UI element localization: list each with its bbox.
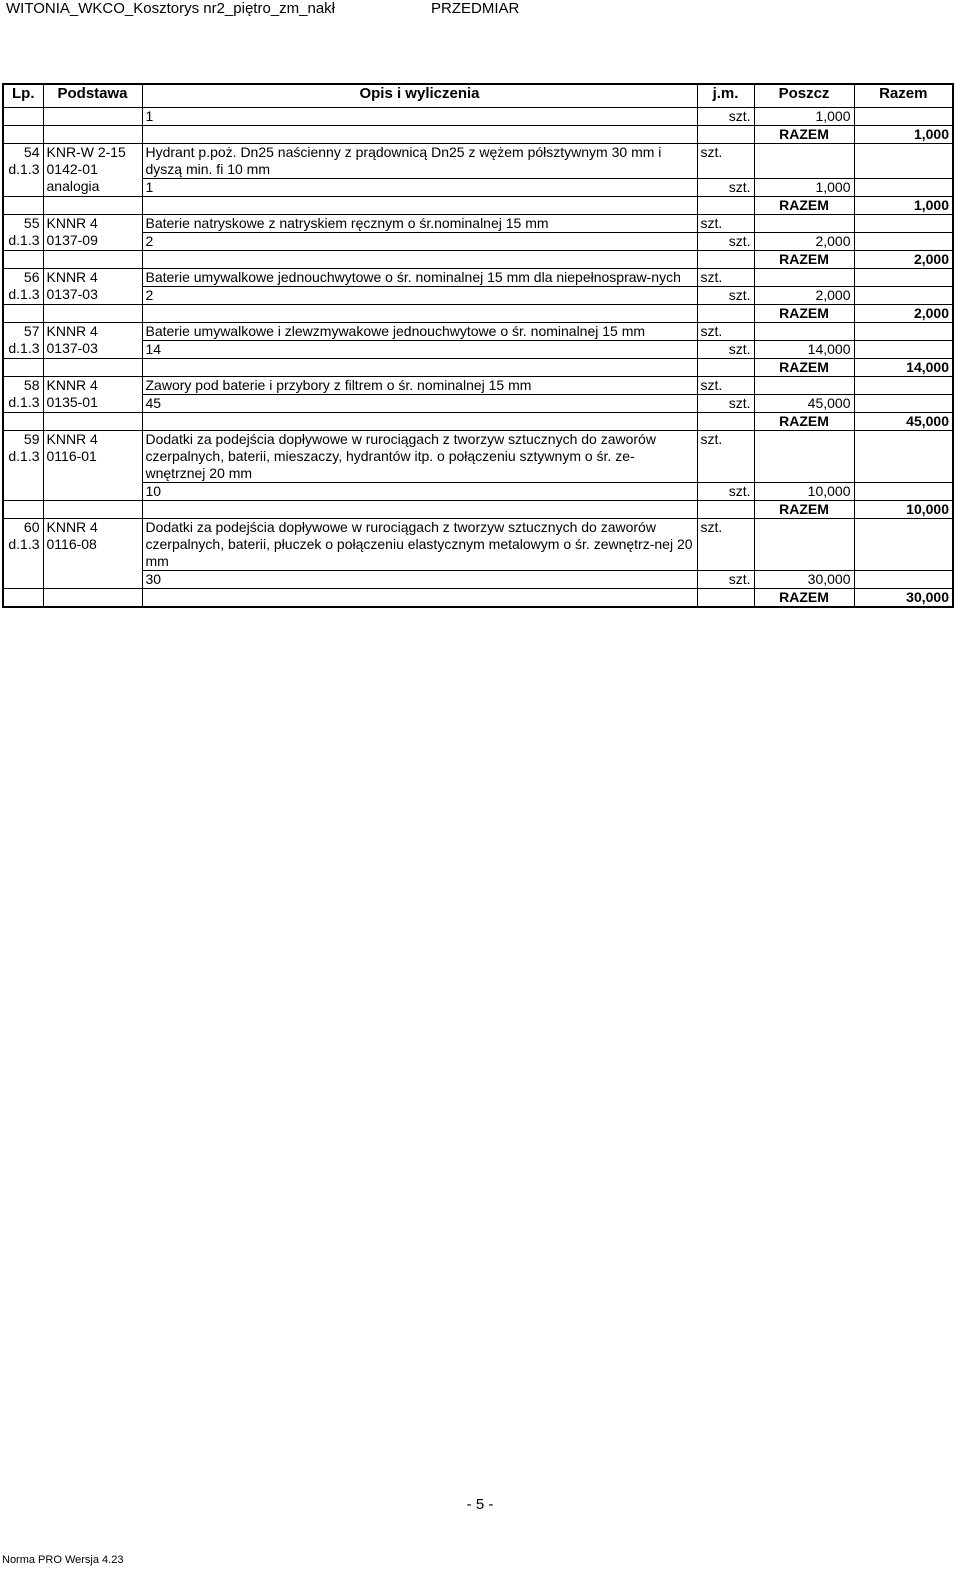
table-row xyxy=(3,431,953,483)
calc-cell: 1 xyxy=(142,108,697,126)
table-row xyxy=(3,377,953,395)
razem-row xyxy=(3,359,953,377)
unit-cell: szt. xyxy=(697,519,754,571)
lp-cell xyxy=(3,519,43,589)
lp-section: d.1.3 xyxy=(8,448,40,464)
basis-line: KNR-W 2-15 xyxy=(46,144,126,160)
estimate-table xyxy=(2,83,954,608)
col-partial: Poszcz xyxy=(754,84,854,108)
basis-line: KNNR 4 xyxy=(46,431,98,447)
razem-value: 1,000 xyxy=(854,126,953,144)
software-note: Norma PRO Wersja 4.23 xyxy=(2,1554,124,1566)
razem-label: RAZEM xyxy=(754,197,854,215)
lp-cell xyxy=(3,215,43,251)
unit-cell: szt. xyxy=(697,323,754,341)
col-unit: j.m. xyxy=(697,84,754,108)
basis-line: KNNR 4 xyxy=(46,215,98,231)
basis-line: 0116-08 xyxy=(46,536,97,552)
calc-row xyxy=(3,287,953,305)
table-row xyxy=(3,269,953,287)
calc-cell: 14 xyxy=(142,341,697,359)
lp-section: d.1.3 xyxy=(8,286,40,302)
razem-row xyxy=(3,501,953,519)
basis-line: 0137-03 xyxy=(46,286,98,302)
calc-cell: 2 xyxy=(142,287,697,305)
calc-row xyxy=(3,395,953,413)
unit-cell: szt. xyxy=(697,341,754,359)
razem-row xyxy=(3,251,953,269)
razem-row xyxy=(3,413,953,431)
unit-cell: szt. xyxy=(697,108,754,126)
razem-row xyxy=(3,305,953,323)
lp-section: d.1.3 xyxy=(8,536,40,552)
unit-cell: szt. xyxy=(697,269,754,287)
basis-line: 0116-01 xyxy=(46,448,97,464)
basis-cell xyxy=(43,323,142,359)
unit-cell: szt. xyxy=(697,431,754,483)
calc-cell: 30 xyxy=(142,571,697,589)
razem-value: 10,000 xyxy=(854,501,953,519)
table-header-row xyxy=(3,84,953,108)
col-description: Opis i wyliczenia xyxy=(142,84,697,108)
razem-value: 14,000 xyxy=(854,359,953,377)
razem-value: 1,000 xyxy=(854,197,953,215)
razem-label: RAZEM xyxy=(754,251,854,269)
calc-cell: 45 xyxy=(142,395,697,413)
lp-number: 59 xyxy=(23,431,40,447)
lp-number: 54 xyxy=(23,144,40,160)
basis-cell xyxy=(43,519,142,589)
description-cell: Baterie natryskowe z natryskiem ręcznym o śr.nominalnej 15 mm xyxy=(142,215,697,233)
razem-row xyxy=(3,126,953,144)
razem-label: RAZEM xyxy=(754,126,854,144)
basis-line: 0137-03 xyxy=(46,340,98,356)
razem-value: 45,000 xyxy=(854,413,953,431)
unit-cell: szt. xyxy=(697,395,754,413)
basis-line: KNNR 4 xyxy=(46,323,98,339)
lp-number: 56 xyxy=(23,269,40,285)
description-cell: Baterie umywalkowe jednouchwytowe o śr. nominalnej 15 mm dla niepełnospraw-nych xyxy=(142,269,697,287)
document-subtitle: PRZEDMIAR xyxy=(431,0,520,17)
unit-cell: szt. xyxy=(697,233,754,251)
table-row xyxy=(3,108,953,126)
calc-cell: 1 xyxy=(142,179,697,197)
document-title: WITONIA_WKCO_Kosztorys nr2_piętro_zm_nakł xyxy=(6,0,335,17)
partial-cell: 10,000 xyxy=(754,483,854,501)
lp-cell xyxy=(3,431,43,501)
calc-row xyxy=(3,233,953,251)
col-basis: Podstawa xyxy=(43,84,142,108)
lp-section: d.1.3 xyxy=(8,394,40,410)
table-row xyxy=(3,215,953,233)
unit-cell: szt. xyxy=(697,571,754,589)
unit-cell: szt. xyxy=(697,215,754,233)
razem-row xyxy=(3,197,953,215)
basis-line: 0142-01 xyxy=(46,161,98,177)
description-cell: Hydrant p.poż. Dn25 naścienny z prądownicą Dn25 z wężem półsztywnym 30 mm i dyszą min. fi 10 mm xyxy=(142,144,697,179)
unit-cell: szt. xyxy=(697,483,754,501)
calc-row xyxy=(3,483,953,501)
lp-cell xyxy=(3,269,43,305)
basis-cell xyxy=(43,215,142,251)
lp-section: d.1.3 xyxy=(8,340,40,356)
basis-line: KNNR 4 xyxy=(46,269,98,285)
razem-label: RAZEM xyxy=(754,305,854,323)
calc-row xyxy=(3,341,953,359)
razem-row xyxy=(3,589,953,608)
table-row xyxy=(3,519,953,571)
basis-line: analogia xyxy=(46,178,100,194)
unit-cell: szt. xyxy=(697,144,754,179)
lp-cell xyxy=(3,144,43,197)
partial-cell: 2,000 xyxy=(754,287,854,305)
description-cell: Baterie umywalkowe i zlewzmywakowe jednouchwytowe o śr. nominalnej 15 mm xyxy=(142,323,697,341)
unit-cell: szt. xyxy=(697,377,754,395)
lp-number: 58 xyxy=(23,377,40,393)
unit-cell: szt. xyxy=(697,179,754,197)
lp-number: 57 xyxy=(23,323,40,339)
razem-value: 2,000 xyxy=(854,251,953,269)
lp-number: 60 xyxy=(23,519,40,535)
description-cell: Zawory pod baterie i przybory z filtrem o śr. nominalnej 15 mm xyxy=(142,377,697,395)
razem-value: 30,000 xyxy=(854,589,953,608)
lp-section: d.1.3 xyxy=(8,161,40,177)
partial-cell: 14,000 xyxy=(754,341,854,359)
lp-section: d.1.3 xyxy=(8,232,40,248)
description-cell: Dodatki za podejścia dopływowe w rurociągach z tworzyw sztucznych do zaworów czerpalnych, baterii, mieszaczy, hydrantów itp. o połączeniu sztywnym o śr. ze-wnętrznej 20 mm xyxy=(142,431,697,483)
calc-cell: 10 xyxy=(142,483,697,501)
col-lp: Lp. xyxy=(3,84,43,108)
razem-label: RAZEM xyxy=(754,501,854,519)
lp-number: 55 xyxy=(23,215,40,231)
calc-row xyxy=(3,571,953,589)
basis-line: 0135-01 xyxy=(46,394,98,410)
page-number: - 5 - xyxy=(466,1496,494,1513)
partial-cell: 1,000 xyxy=(754,108,854,126)
basis-cell xyxy=(43,269,142,305)
partial-cell: 2,000 xyxy=(754,233,854,251)
partial-cell: 30,000 xyxy=(754,571,854,589)
basis-line: KNNR 4 xyxy=(46,519,98,535)
calc-cell: 2 xyxy=(142,233,697,251)
unit-cell: szt. xyxy=(697,287,754,305)
lp-cell xyxy=(3,323,43,359)
table-row xyxy=(3,144,953,179)
basis-cell xyxy=(43,377,142,413)
razem-label: RAZEM xyxy=(754,359,854,377)
table-row xyxy=(3,323,953,341)
razem-label: RAZEM xyxy=(754,413,854,431)
basis-cell xyxy=(43,144,142,197)
razem-label: RAZEM xyxy=(754,589,854,608)
description-cell: Dodatki za podejścia dopływowe w rurociągach z tworzyw sztucznych do zaworów czerpalnych, baterii, płuczek o połączeniu elastycznym metalowym o śr. zewnętrz-nej 20 mm xyxy=(142,519,697,571)
basis-cell xyxy=(43,431,142,501)
partial-cell: 1,000 xyxy=(754,179,854,197)
basis-line: KNNR 4 xyxy=(46,377,98,393)
razem-value: 2,000 xyxy=(854,305,953,323)
lp-cell xyxy=(3,377,43,413)
calc-row xyxy=(3,179,953,197)
basis-line: 0137-09 xyxy=(46,232,98,248)
partial-cell: 45,000 xyxy=(754,395,854,413)
col-total: Razem xyxy=(854,84,953,108)
